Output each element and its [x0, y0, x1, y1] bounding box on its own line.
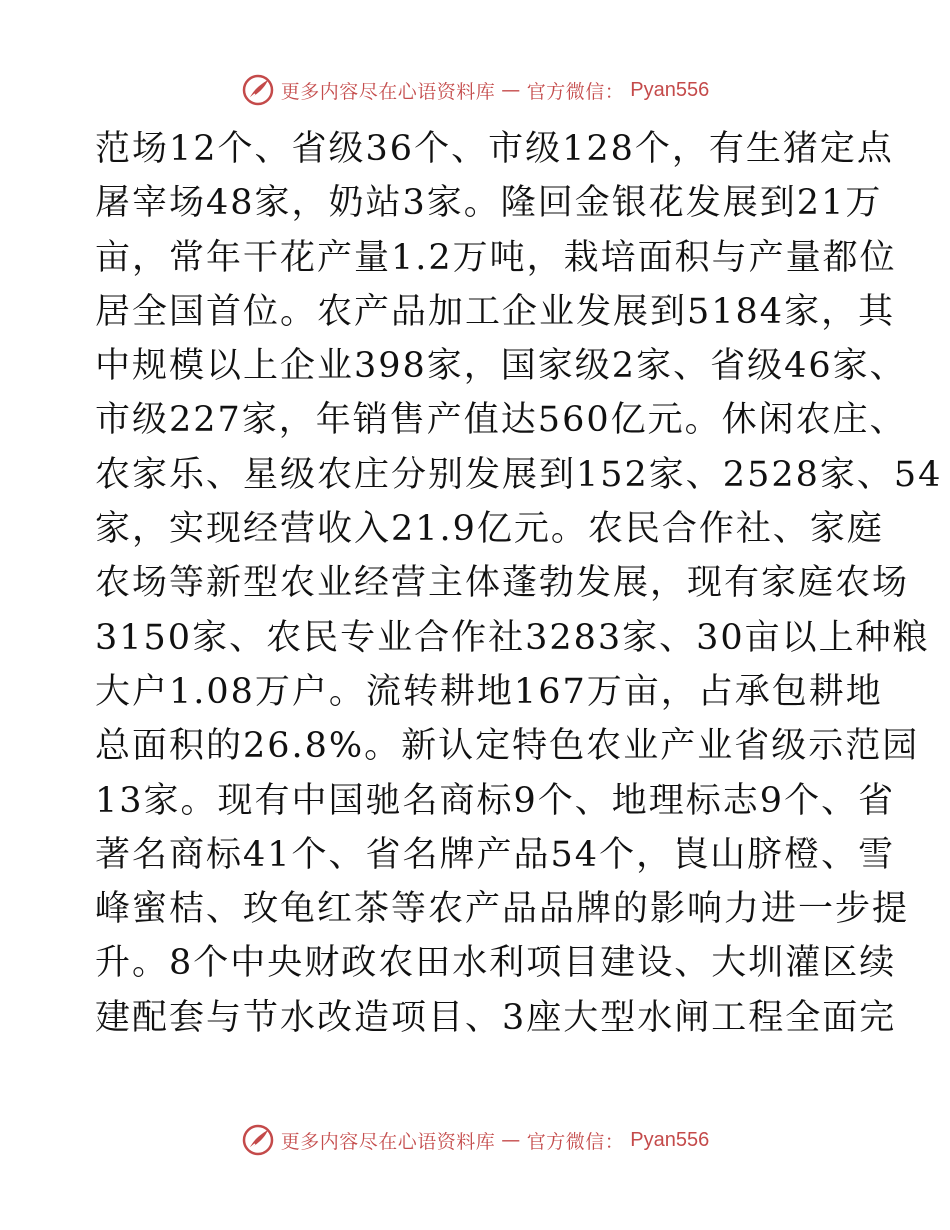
- text-line: 家，实现经营收入21.9亿元。农民合作社、家庭: [95, 509, 884, 550]
- text-line: 屠宰场48家，奶站3家。隆回金银花发展到21万: [95, 183, 883, 224]
- watermark-official: 官方微信：: [526, 80, 625, 103]
- text-line: 建配套与节水改造项目、3座大型水闸工程全面完: [95, 997, 897, 1038]
- text-line: 市级227家，年销售产值达560亿元。休闲农庄、: [95, 400, 907, 441]
- document-body: [95, 122, 943, 1045]
- text-line: 中规模以上企业398家，国家级2家、省级46家、: [95, 346, 907, 387]
- text-line: 峰蜜桔、玫龟红茶等农产品品牌的影响力进一步提: [95, 889, 910, 930]
- watermark-id: Pyan556: [630, 78, 710, 101]
- text-line: 亩，常年干花产量1.2万吨，栽培面积与产量都位: [95, 237, 897, 278]
- watermark-label: 更多内容尽在心语资料库: [280, 1130, 496, 1153]
- quill-pen-logo-icon: [241, 1123, 275, 1157]
- watermark-label: 更多内容尽在心语资料库: [280, 80, 496, 103]
- watermark-official: 官方微信：: [526, 1130, 625, 1153]
- text-line: 农家乐、星级农庄分别发展到152家、2528家、54: [95, 454, 943, 495]
- header-watermark: [0, 70, 950, 110]
- text-line: 总面积的26.8%。新认定特色农业产业省级示范园: [95, 726, 920, 767]
- watermark-id: Pyan556: [630, 1128, 710, 1151]
- text-line: 著名商标41个、省名牌产品54个，崀山脐橙、雪: [95, 834, 896, 875]
- text-line: 3150家、农民专业合作社3283家、30亩以上种粮: [95, 617, 930, 658]
- watermark-separator: —: [501, 1129, 521, 1151]
- text-line: 居全国首位。农产品加工企业发展到5184家，其: [95, 291, 896, 332]
- text-line: 农场等新型农业经营主体蓬勃发展，现有家庭农场: [95, 563, 910, 604]
- footer-watermark: [0, 1120, 950, 1160]
- text-line: 升。8个中央财政农田水利项目建设、大圳灌区续: [95, 943, 897, 984]
- text-line: 大户1.08万户。流转耕地167万亩，占承包耕地: [95, 671, 883, 712]
- text-line: 范场12个、省级36个、市级128个，有生猪定点: [95, 129, 894, 169]
- quill-pen-logo-icon: [241, 73, 275, 107]
- text-line: 13家。现有中国驰名商标9个、地理标志9个、省: [95, 780, 896, 821]
- watermark-separator: —: [501, 79, 521, 101]
